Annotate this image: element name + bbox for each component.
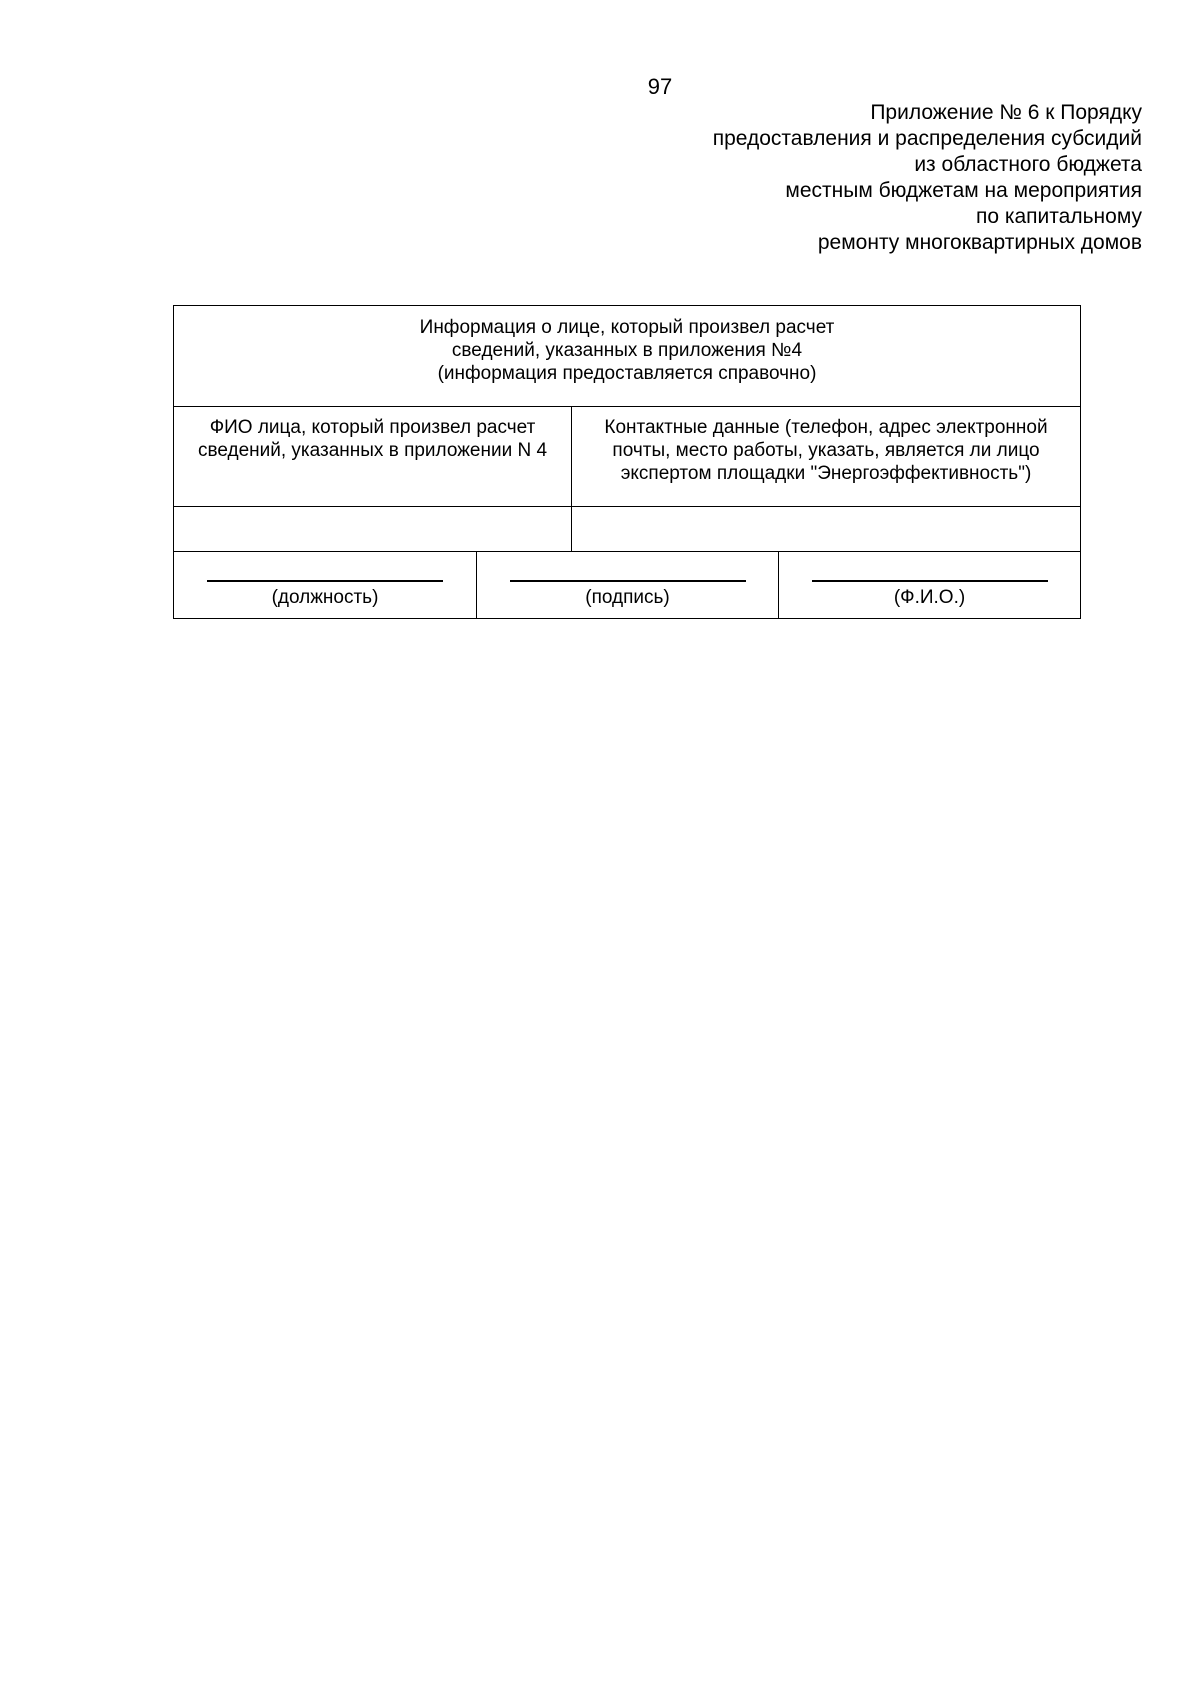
appendix-header xyxy=(522,100,1142,256)
column-header-contacts xyxy=(572,407,1081,507)
signature-name-label: (Ф.И.О.) xyxy=(893,587,966,608)
signature-name-cell xyxy=(779,552,1081,619)
signature-sign-label: (подпись) xyxy=(585,587,670,608)
column-header-contacts-label: Контактные данные (телефон, адрес электронной почты, место работы, указать, является ли лицо экспертом площадки "Энергоэффективность") xyxy=(604,417,1048,484)
signature-line xyxy=(207,580,443,582)
table-title-line: сведений, указанных в приложения №4 xyxy=(451,340,803,361)
fio-value-cell[interactable] xyxy=(174,507,572,552)
table-title-line: Информация о лице, который произвел расчет xyxy=(419,317,835,338)
table-title-line: (информация предоставляется справочно) xyxy=(437,363,817,384)
appendix-header-line: из областного бюджета xyxy=(914,153,1142,176)
appendix-header-line: местным бюджетам на мероприятия xyxy=(785,179,1142,202)
signature-position-cell xyxy=(174,552,477,619)
contacts-value-cell[interactable] xyxy=(572,507,1081,552)
appendix-header-line: предоставления и распределения субсидий xyxy=(712,127,1142,150)
signature-row xyxy=(174,552,1081,619)
table-title xyxy=(174,306,1081,407)
table-title-row xyxy=(174,306,1081,407)
signature-line xyxy=(510,580,746,582)
appendix-header-line: Приложение № 6 к Порядку xyxy=(870,101,1142,124)
column-header-row xyxy=(174,407,1081,507)
info-form-table xyxy=(173,305,1081,619)
signature-line xyxy=(812,580,1048,582)
page-number: 97 xyxy=(647,74,673,99)
signature-position-label: (должность) xyxy=(271,587,379,608)
column-header-fio xyxy=(174,407,572,507)
appendix-header-line: по капитальному xyxy=(975,205,1142,228)
appendix-header-line: ремонту многоквартирных домов xyxy=(817,231,1142,254)
signature-sign-cell xyxy=(477,552,779,619)
table-row xyxy=(174,507,1081,552)
column-header-fio-label: ФИО лица, который произвел расчет сведений, указанных в приложении N 4 xyxy=(197,417,548,461)
